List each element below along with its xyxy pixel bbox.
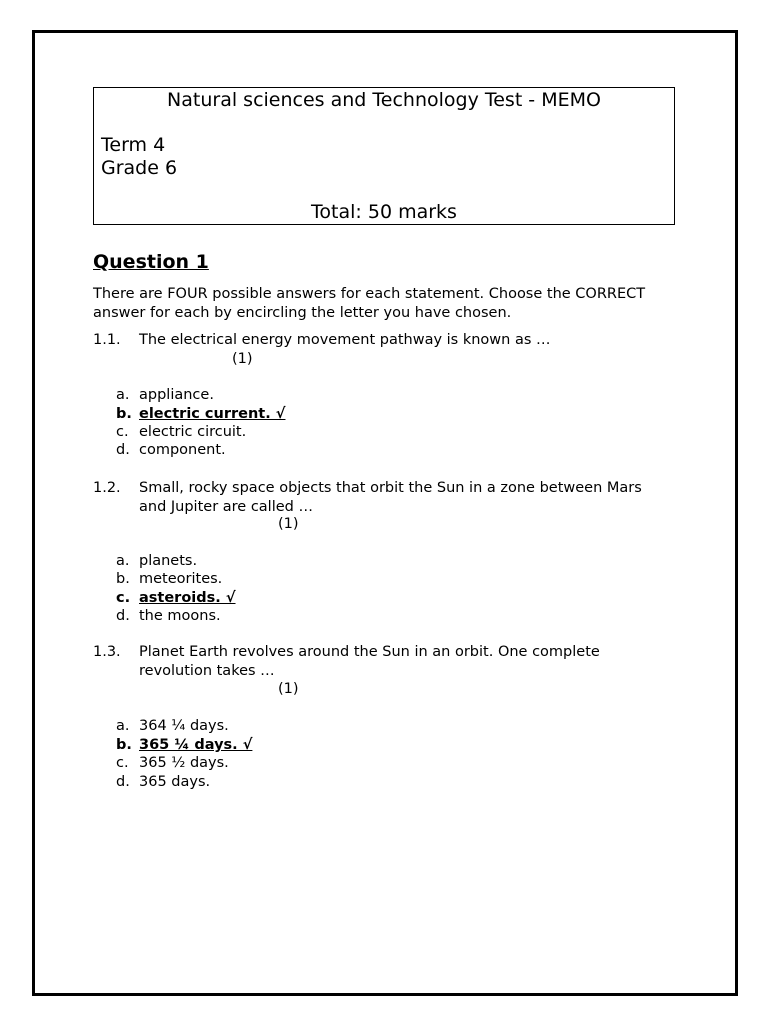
question-number: 1.3.: [93, 644, 121, 660]
correct-option-text: electric current. √: [139, 406, 286, 422]
correct-option-text: asteroids. √: [139, 590, 236, 606]
option-text: planets.: [139, 553, 198, 569]
option-text: the moons.: [139, 608, 221, 624]
question-text: The electrical energy movement pathway is known as …: [139, 332, 551, 348]
option-letter: a.: [116, 718, 130, 734]
option-letter: a.: [116, 553, 130, 569]
question-marks: (1): [232, 351, 253, 367]
option-text: 365 ½ days.: [139, 755, 229, 771]
option-letter: c.: [116, 755, 129, 771]
question-marks: (1): [278, 516, 299, 532]
option-letter: d.: [116, 774, 130, 790]
question-number: 1.1.: [93, 332, 121, 348]
term-label: Term 4: [101, 134, 166, 156]
correct-option-letter: c.: [116, 590, 131, 606]
option-letter: d.: [116, 608, 130, 624]
option-text: meteorites.: [139, 571, 223, 587]
option-letter: b.: [116, 571, 130, 587]
option-text: electric circuit.: [139, 424, 247, 440]
question-text: Planet Earth revolves around the Sun in an orbit. One complete revolution takes …: [139, 644, 600, 679]
question-number: 1.2.: [93, 480, 121, 496]
question-marks: (1): [278, 681, 299, 697]
option-text: component.: [139, 442, 226, 458]
header-box: [93, 87, 675, 225]
option-text: appliance.: [139, 387, 214, 403]
option-text: 364 ¼ days.: [139, 718, 229, 734]
correct-option-text: 365 ¼ days. √: [139, 737, 253, 753]
grade-label: Grade 6: [101, 157, 178, 179]
option-letter: d.: [116, 442, 130, 458]
option-text: 365 days.: [139, 774, 211, 790]
test-title: Natural sciences and Technology Test - MEMO: [167, 89, 601, 111]
question-heading: Question 1: [93, 251, 209, 273]
option-letter: a.: [116, 387, 130, 403]
instructions-text: There are FOUR possible answers for each statement. Choose the CORRECT answer for each by encircling the letter you have chosen.: [93, 286, 646, 321]
option-letter: c.: [116, 424, 129, 440]
total-marks: Total: 50 marks: [311, 201, 457, 223]
question-text: Small, rocky space objects that orbit the Sun in a zone between Mars and Jupiter are called …: [139, 480, 642, 515]
correct-option-letter: b.: [116, 737, 132, 753]
correct-option-letter: b.: [116, 406, 132, 422]
